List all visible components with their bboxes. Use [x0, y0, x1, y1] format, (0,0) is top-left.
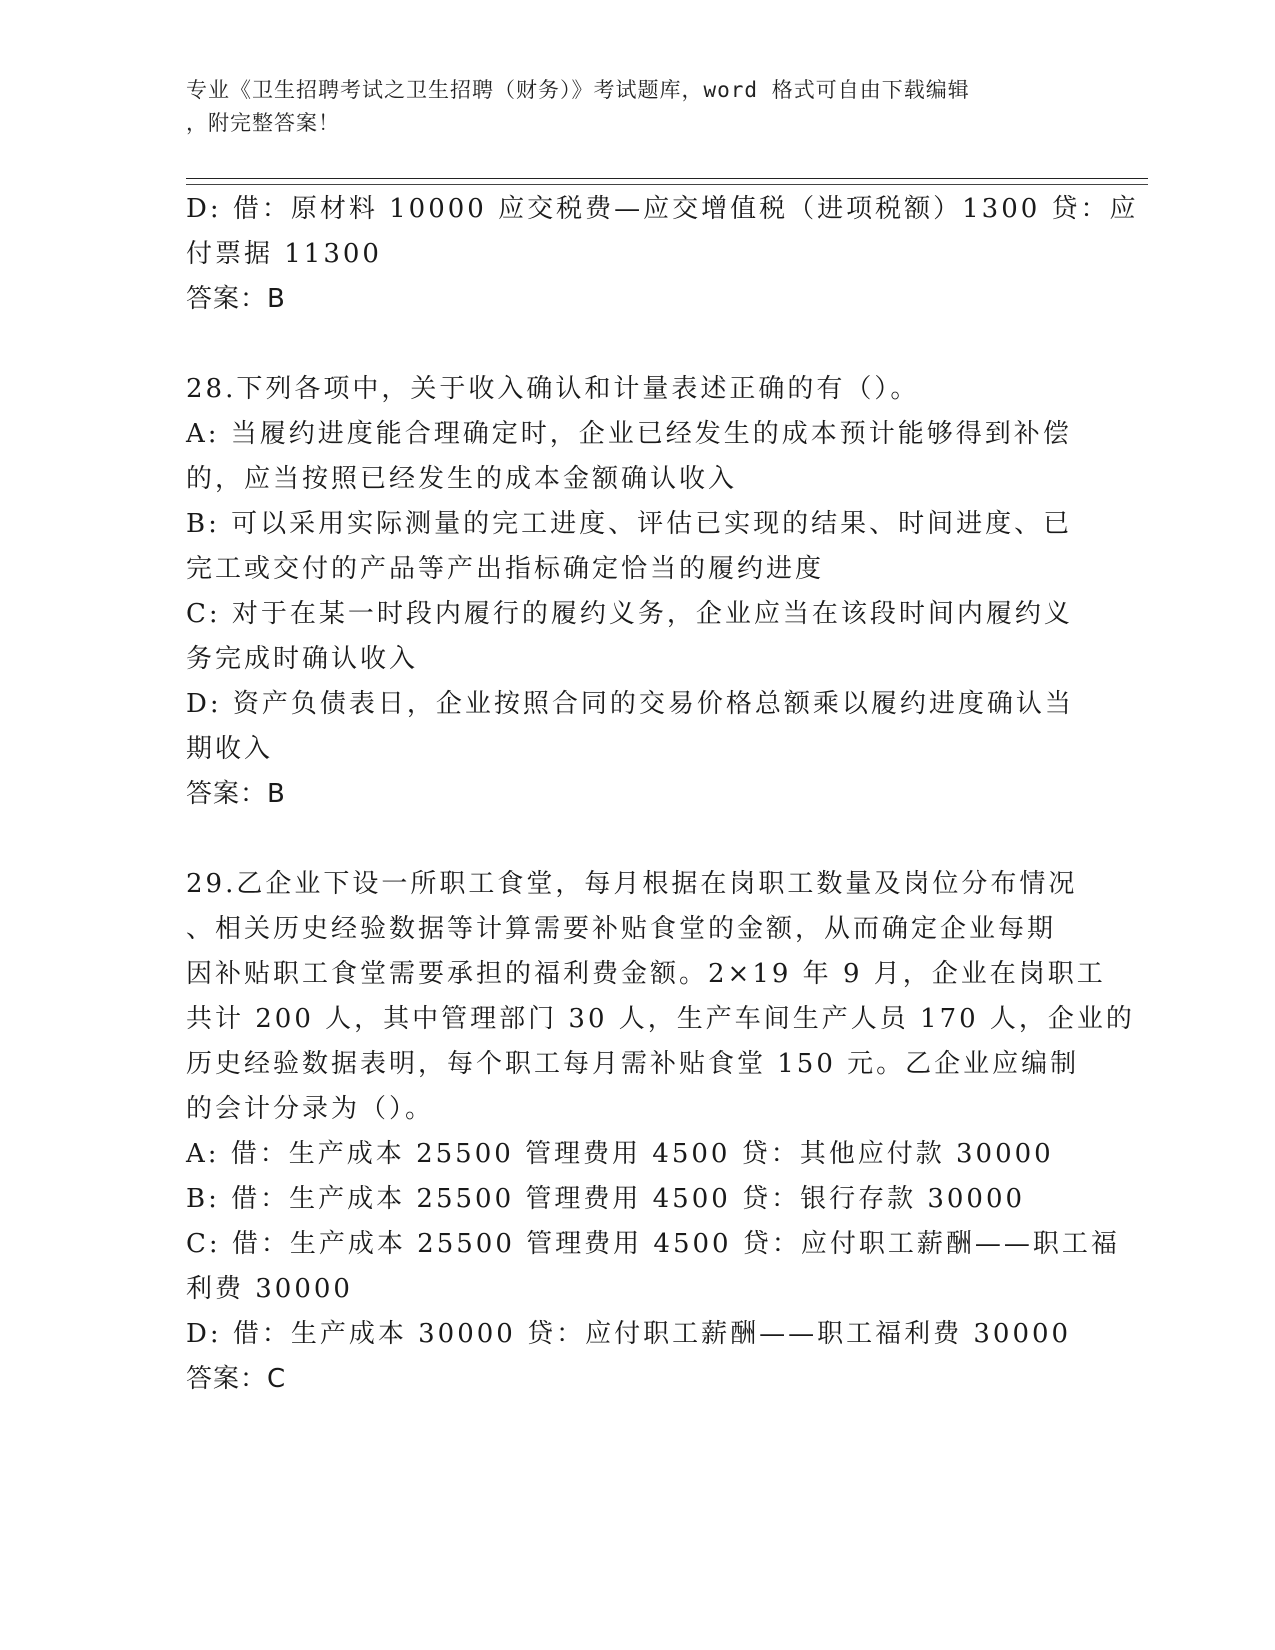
q28-option-a-line-2: 的，应当按照已经发生的成本金额确认收入: [186, 464, 738, 494]
q29-stem-line-5: 历史经验数据表明，每个职工每月需补贴食堂 150 元。乙企业应编制: [186, 1049, 1080, 1079]
q29-stem-line-4: 共计 200 人，其中管理部门 30 人，生产车间生产人员 170 人，企业的: [186, 1004, 1135, 1034]
header-divider-thin: [186, 184, 1148, 185]
prev-option-d-line-1: D: 借：原材料 10000 应交税费—应交增值税（进项税额）1300 贷：应: [186, 194, 1139, 224]
q29-stem-line-2: 、相关历史经验数据等计算需要补贴食堂的金额，从而确定企业每期: [186, 914, 1057, 944]
q29-option-d: D: 借：生产成本 30000 贷：应付职工薪酬——职工福利费 30000: [186, 1319, 1072, 1349]
header-divider-thick: [186, 178, 1148, 179]
q28-answer: 答案：B: [186, 779, 286, 809]
prev-answer: 答案：B: [186, 284, 286, 314]
q28-option-b-line-1: B: 可以采用实际测量的完工进度、评估已实现的结果、时间进度、已: [186, 509, 1073, 539]
q28-option-b-line-2: 完工或交付的产品等产出指标确定恰当的履约进度: [186, 554, 825, 584]
q29-option-a: A: 借：生产成本 25500 管理费用 4500 贷：其他应付款 30000: [186, 1139, 1054, 1169]
q28-option-c-line-1: C: 对于在某一时段内履行的履约义务，企业应当在该段时间内履约义: [186, 599, 1073, 629]
q29-stem-line-1: 29.乙企业下设一所职工食堂，每月根据在岗职工数量及岗位分布情况: [186, 869, 1078, 899]
q29-stem-line-3: 因补贴职工食堂需要承担的福利费金额。2×19 年 9 月，企业在岗职工: [186, 959, 1106, 989]
prev-option-d-line-2: 付票据 11300: [186, 239, 382, 269]
q28-option-a-line-1: A: 当履约进度能合理确定时，企业已经发生的成本预计能够得到补偿: [186, 419, 1072, 449]
q29-answer: 答案：C: [186, 1364, 287, 1394]
q28-option-d-line-2: 期收入: [186, 734, 274, 764]
document-header: [186, 74, 1066, 140]
header-line-1: 专业《卫生招聘考试之卫生招聘（财务）》考试题库，word 格式可自由下载编辑: [186, 78, 970, 102]
q29-stem-line-6: 的会计分录为（）。: [186, 1094, 435, 1124]
q29-option-b: B: 借：生产成本 25500 管理费用 4500 贷：银行存款 30000: [186, 1184, 1026, 1214]
q28-option-d-line-1: D: 资产负债表日，企业按照合同的交易价格总额乘以履约进度确认当: [186, 689, 1074, 719]
header-line-2: ，附完整答案！: [186, 111, 340, 135]
q28-stem: 28.下列各项中，关于收入确认和计量表述正确的有（）。: [186, 374, 920, 404]
q29-option-c-line-2: 利费 30000: [186, 1274, 353, 1304]
q29-option-c-line-1: C: 借：生产成本 25500 管理费用 4500 贷：应付职工薪酬——职工福: [186, 1229, 1120, 1259]
q28-option-c-line-2: 务完成时确认收入: [186, 644, 419, 674]
